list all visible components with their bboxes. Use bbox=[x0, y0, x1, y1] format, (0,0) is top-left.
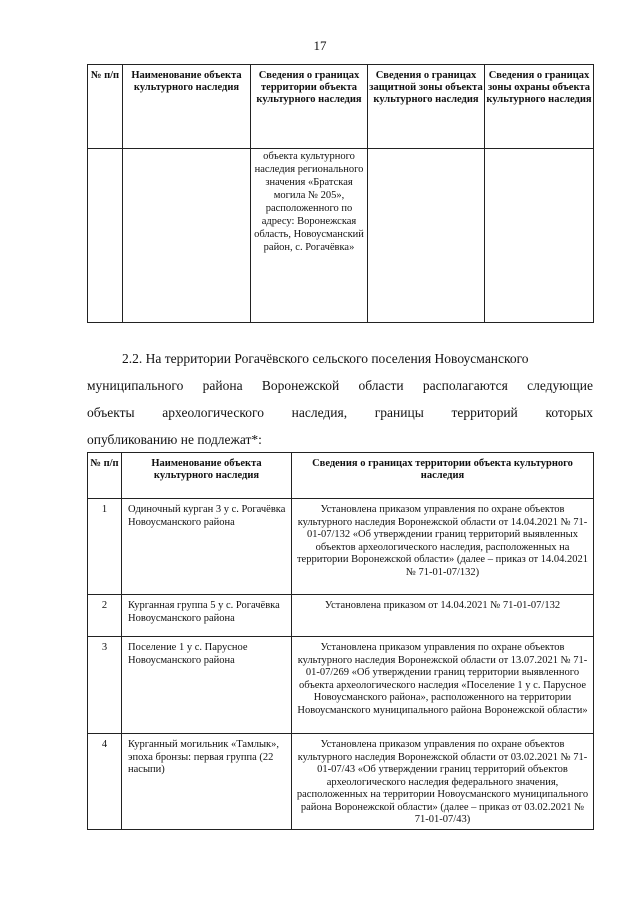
cell-number: 3 bbox=[88, 637, 122, 734]
paragraph-word: границы bbox=[374, 405, 424, 420]
cell-territory: Установлена приказом управления по охране объектов культурного наследия Воронежской области от 14.04.2021 № 71-01-07/132 «Об утверждении границ территорий выявленных объектов археологического наследия, расположенных на территории Воронежской области» (далее – приказ от 14.04.2021 № 71-01-07/132) bbox=[292, 499, 594, 595]
page-number: 17 bbox=[313, 38, 327, 53]
paragraph-word: археологического bbox=[162, 405, 264, 420]
cell-territory: Установлена приказом от 14.04.2021 № 71-01-07/132 bbox=[292, 595, 594, 637]
section-paragraph bbox=[87, 345, 593, 453]
col-header-protection-zone: Сведения о границах зоны охраны объекта культурного наследия bbox=[485, 65, 594, 149]
cell-number: 4 bbox=[88, 734, 122, 830]
paragraph-word: объекты bbox=[87, 405, 135, 420]
table-row bbox=[88, 595, 594, 637]
cell-name: Курганная группа 5 у с. Рогачёвка Новоусманского района bbox=[122, 595, 292, 637]
cell-protection-zone bbox=[485, 149, 594, 323]
col-header-protective-zone: Сведения о границах защитной зоны объекта культурного наследия bbox=[368, 65, 485, 149]
cell-number bbox=[88, 149, 123, 323]
cell-name bbox=[123, 149, 251, 323]
col-header-name: Наименование объекта культурного наследия bbox=[123, 65, 251, 149]
archaeological-heritage-table bbox=[87, 452, 594, 830]
col-header-number: № п/п bbox=[88, 453, 122, 499]
paragraph-word: территорий bbox=[451, 405, 518, 420]
paragraph-word: следующие bbox=[527, 378, 593, 393]
col-header-number: № п/п bbox=[88, 65, 123, 149]
cell-territory: Установлена приказом управления по охране объектов культурного наследия Воронежской области от 13.07.2021 № 71-01-07/269 «Об утверждении границ территории выявленного объекта археологического наследия «Поселение 1 у с. Парусное Новоусманского района», расположенного на территории Новоусманского муниципального района Воронежской области» bbox=[292, 637, 594, 734]
paragraph-line: опубликованию не подлежат*: bbox=[87, 432, 262, 447]
paragraph-word: области bbox=[358, 378, 404, 393]
col-header-territory: Сведения о границах территории объекта культурного наследия bbox=[251, 65, 368, 149]
paragraph-line: 2.2. На территории Рогачёвского сельского поселения Новоусманского bbox=[122, 351, 529, 366]
cell-number: 1 bbox=[88, 499, 122, 595]
table-row bbox=[88, 499, 594, 595]
paragraph-word: располагаются bbox=[422, 378, 508, 393]
cell-name: Поселение 1 у с. Парусное Новоусманского района bbox=[122, 637, 292, 734]
paragraph-word: Воронежской bbox=[261, 378, 340, 393]
table-row bbox=[88, 637, 594, 734]
col-header-territory: Сведения о границах территории объекта культурного наследия bbox=[292, 453, 594, 499]
paragraph-word: района bbox=[202, 378, 243, 393]
table-row bbox=[88, 149, 594, 323]
paragraph-word: которых bbox=[545, 405, 593, 420]
paragraph-word: муниципального bbox=[87, 378, 184, 393]
cell-number: 2 bbox=[88, 595, 122, 637]
cell-name: Одиночный курган 3 у с. Рогачёвка Новоусманского района bbox=[122, 499, 292, 595]
cell-name: Курганный могильник «Тамлык», эпоха бронзы: первая группа (22 насыпи) bbox=[122, 734, 292, 830]
paragraph-line bbox=[87, 399, 593, 426]
paragraph-line bbox=[87, 372, 593, 399]
cell-territory: Установлена приказом управления по охране объектов культурного наследия Воронежской области от 03.02.2021 № 71-01-07/43 «Об утверждении границ территорий объектов археологического наследия федерального значения, расположенных на территории Новоусманского муниципального района Воронежской области» (далее – приказ от 03.02.2021 № 71-01-07/43) bbox=[292, 734, 594, 830]
heritage-zones-table bbox=[87, 64, 594, 323]
table-row bbox=[88, 734, 594, 830]
col-header-name: Наименование объекта культурного наследия bbox=[122, 453, 292, 499]
cell-protective-zone bbox=[368, 149, 485, 323]
cell-territory: объекта культурного наследия регионального значения «Братская могила № 205», расположенного по адресу: Воронежская область, Новоусманский район, с. Рогачёвка» bbox=[251, 149, 368, 323]
table-header-row bbox=[88, 453, 594, 499]
paragraph-word: наследия, bbox=[291, 405, 348, 420]
table-header-row bbox=[88, 65, 594, 149]
